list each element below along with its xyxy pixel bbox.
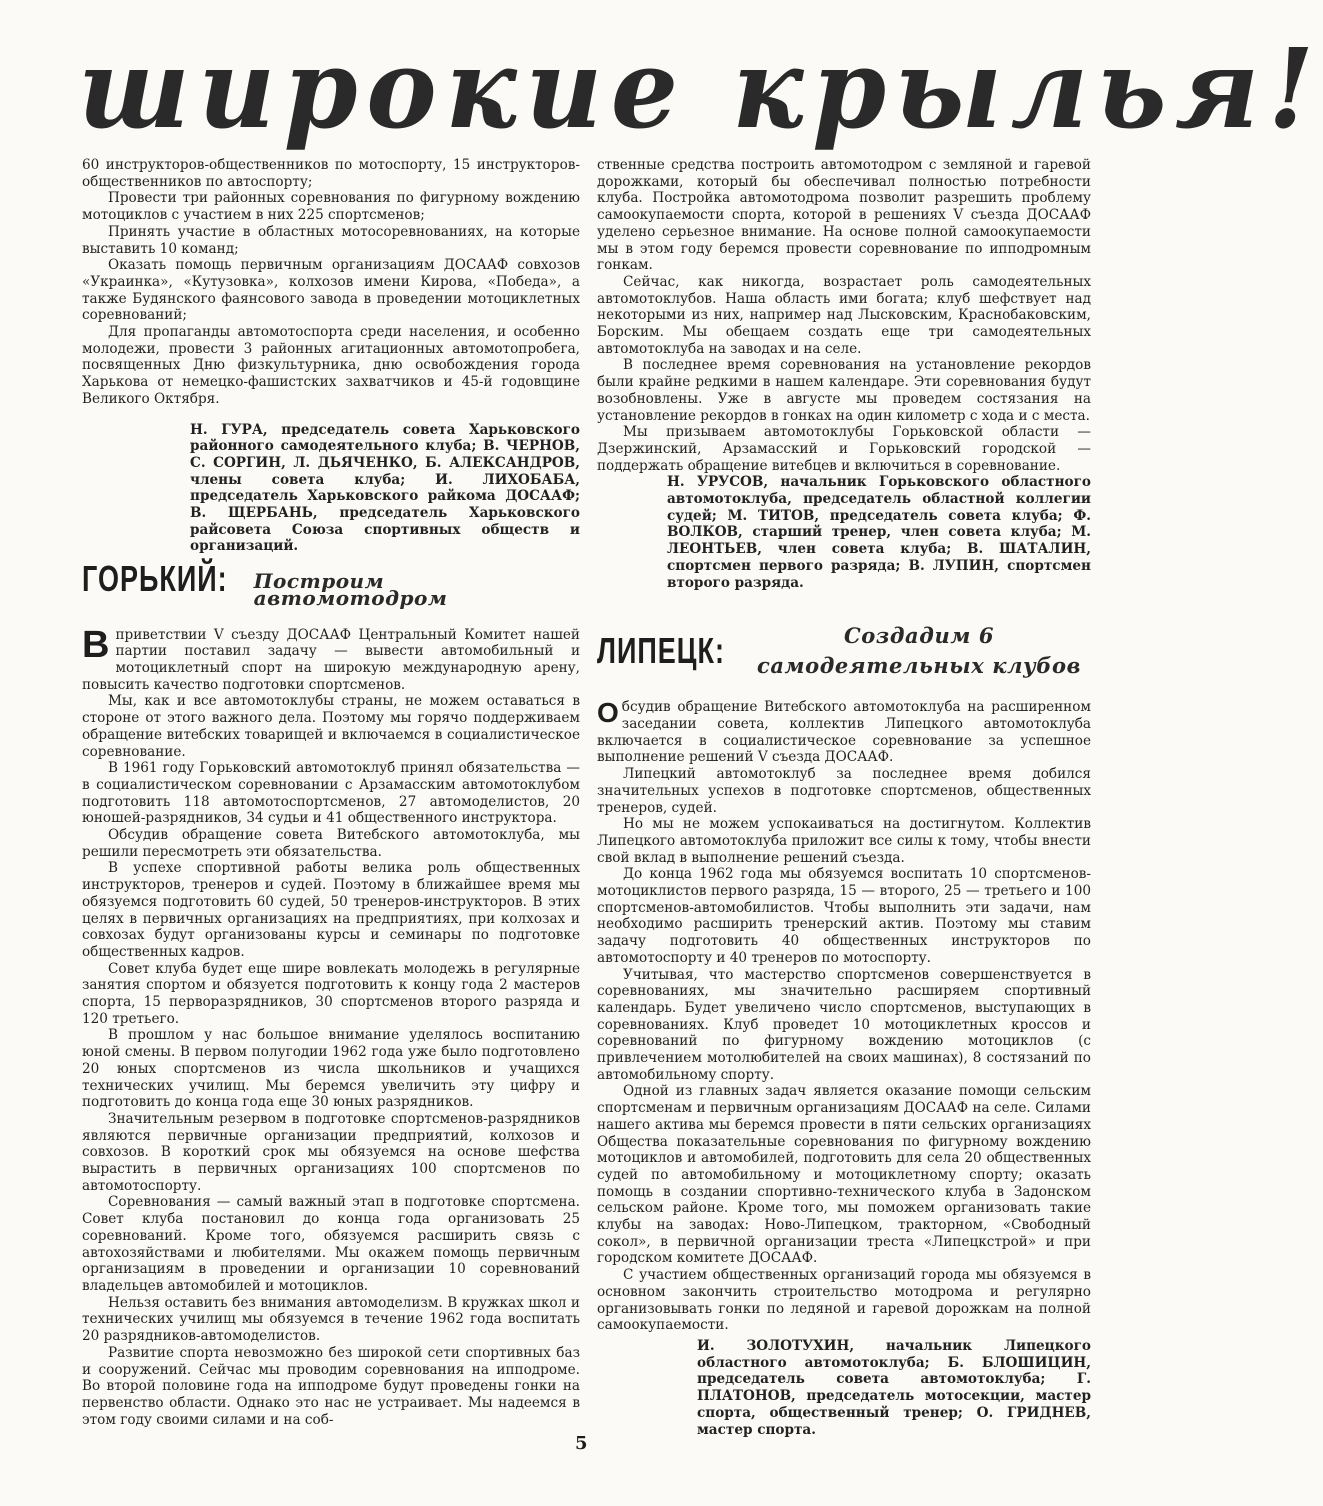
page-number: 5 (575, 1433, 588, 1454)
body-paragraph: Оказать помощь первичным организациям ДОСААФ совхозов «Украинка», «Кутузовка», колхозов имени Кирова, «Победа», а также Будянского фаянсового завода в проведении мотоциклетных соревнований; (82, 257, 580, 324)
gorky-section-header (82, 558, 580, 610)
body-paragraph: Нельзя оставить без внимания автомоделизм. В кружках школ и технических училищ мы обязуемся в течение 1962 года воспитать 20 разрядников-автомоделистов. (82, 1294, 580, 1345)
gorky-lead-paragraph (82, 623, 580, 694)
section-subtitle-lipetsk: Создадим 6 самодеятельных клубов (756, 623, 1082, 679)
page-headline: широкие крылья! (78, 24, 1323, 153)
body-paragraph: Для пропаганды автомотоспорта среди населения, и особенно молодежи, провести 3 районных агитационных автомотопробега, посвященных Дню физкультурника, дню освобождения города Харькова от немецко-фашистских захватчиков и 45-й годовщине Великого Октября. (82, 324, 580, 407)
body-paragraph: Мы, как и все автомотоклубы страны, не можем оставаться в стороне от этого важного дела. Поэтому мы горячо поддерживаем обращение витебских товарищей и включаемся в социалистическое соревнование. (82, 693, 580, 760)
body-paragraph: Принять участие в областных мотосоревнованиях, на которые выставить 10 команд; (82, 223, 580, 257)
body-paragraph: Мы призываем автомотоклубы Горьковской области — Дзержинский, Арзамасский и Горьковский городской — поддержать обращение витебцев и включиться в соревнование. (597, 424, 1091, 474)
lipetsk-lead-paragraph (597, 699, 1091, 766)
lead-text: бсудив обращение Витебского автомотоклуба на расширенном заседании совета, коллектив Липецкого автомотоклуба включается в социалистическое соревнование за успешное выполнение решений V съезда ДОСААФ. (597, 699, 1091, 766)
body-paragraph: Одной из главных задач является оказание помощи сельским спортсменам и первичным организациям ДОСААФ на селе. Силами нашего актива мы беремся провести в пяти сельских организациях Общества показательные соревнования по фигурному вождению мотоциклов и автомобилей, подготовить для села 20 общественных судей по автомобильному и мотоциклетному спорту; оказать помощь в создании спортивно-технического клуба в Задонском сельском районе. Кроме того, мы поможем организовать такие клубы на заводах: Ново-Липецком, тракторном, «Свободный сокол», в первичной организации треста «Липецкстрой» и при городском комитете ДОСААФ. (597, 1083, 1091, 1267)
gorky-signature: Н. УРУСОВ, начальник Горьковского областного автомотоклуба, председатель областной коллегии судей; М. ТИТОВ, председатель совета клуба; Ф. ВОЛКОВ, старший тренер, член совета клуба; М. ЛЕОНТЬЕВ, член совета клуба; В. ШАТАЛИН, спортсмен первого разряда; В. ЛУПИН, спортсмен второго разряда. (667, 474, 1091, 591)
left-column (82, 157, 580, 1428)
body-paragraph: Сейчас, как никогда, возрастает роль самодеятельных автомотоклубов. Наша область ими богата; клуб шефствует над некоторыми из них, например над Лысковским, Краснобаковским, Борским. Мы обещаем создать еще три самодеятельных автомотоклуба на заводах и на селе. (597, 273, 1091, 357)
body-paragraph: Соревнования — самый важный этап в подготовке спортсмена. Совет клуба постановил до конца года организовать 25 соревнований. Кроме того, обязуемся расширить связь с автохозяйствами и любителями. Мы окажем помощь первичным организациям в проведении и организации 10 соревнований владельцев автомобилей и мотоциклов. (82, 1194, 580, 1294)
section-subtitle-gorky: Построим автомотодром (253, 569, 448, 610)
body-paragraph: ственные средства построить автомотодром с земляной и гаревой дорожками, который бы обеспечивал полностью потребности клуба. Постройка автомотодрома позволит разрешить проблему самоокупаемости спорта, которой в решениях V съезда ДОСААФ уделено серьезное внимание. На основе полной самоокупаемости мы в этом году беремся провести соревнование по ипподромным гонкам. (597, 157, 1091, 274)
body-paragraph: Совет клуба будет еще шире вовлекать молодежь в регулярные занятия спортом и обязуется подготовить к концу года 2 мастеров спорта, 15 перворазрядников, 30 спортсменов второго разряда и 120 третьего. (82, 960, 580, 1027)
drop-cap: О (597, 697, 619, 729)
body-paragraph: Значительным резервом в подготовке спортсменов-разрядников являются первичные организации предприятий, колхозов и совхозов. В короткий срок мы обязуемся на основе шефства вырастить в первичных организациях 100 спортсменов по автомотоспорту. (82, 1110, 580, 1194)
body-paragraph: Развитие спорта невозможно без широкой сети спортивных баз и сооружений. Сейчас мы проводим соревнования на ипподроме. Во второй половине года на ипподроме будут проведены гонки на первенство области. Однако это нас не устраивает. Мы надеемся в этом году своими силами и на соб- (82, 1344, 580, 1428)
body-paragraph: Провести три районных соревнования по фигурному вождению мотоциклов с участием в них 225 спортсменов; (82, 190, 580, 224)
body-paragraph: Но мы не можем успокаиваться на достигнутом. Коллектив Липецкого автомотоклуба приложит все силы к тому, чтобы внести свой вклад в выполнение решений съезда. (597, 816, 1091, 866)
lipetsk-section-header (597, 621, 1091, 681)
body-paragraph: В последнее время соревнования на установление рекордов были крайне редкими в нашем календаре. Эти соревнования будут возобновлены. Уже в августе мы проведем состязания на установление рекордов в гонках на один километр с хода и с места. (597, 357, 1091, 424)
body-paragraph: В успехе спортивной работы велика роль общественных инструкторов, тренеров и судей. Поэтому в ближайшее время мы обязуемся подготовить 60 судей, 50 тренеров-инструкторов. В этих целях в первичных организациях на предприятиях, при колхозах и совхозах будут организованы курсы и семинары по подготовке общественных кадров. (82, 860, 580, 960)
body-paragraph: До конца 1962 года мы обязуемся воспитать 10 спортсменов-мотоциклистов первого разряда, 15 — второго, 25 — третьего и 100 спортсменов-автомобилистов. Чтобы выполнить эти задачи, нам необходимо расширить тренерский актив. Поэтому мы ставим задачу подготовить 40 общественных инструкторов по автомотоспорту и 40 тренеров по мотоспорту. (597, 866, 1091, 966)
body-paragraph: С участием общественных организаций города мы обязуемся в основном закончить строительство мотодрома и регулярно организовывать гонки по ледяной и гаревой дорожкам на полной самоокупаемости. (597, 1267, 1091, 1334)
drop-cap: В (82, 623, 110, 666)
body-paragraph: 60 инструкторов-общественников по мотоспорту, 15 инструкторов-общественников по автоспорту; (82, 157, 580, 190)
body-paragraph: Учитывая, что мастерство спортсменов совершенствуется в соревнованиях, мы значительно расширяем спортивный календарь. Будет увеличено число спортсменов, выступающих в соревнованиях. Клуб проведет 10 мотоциклетных кроссов и соревнований по фигурному вождению мотоциклов (с привлечением мотолюбителей на своих машинах), 8 состязаний по автомобильному спорту. (597, 966, 1091, 1083)
lead-text: приветствии V съезду ДОСААФ Центральный Комитет нашей партии поставил задачу — вывести автомобильный и мотоциклетный спорт на широкую международную арену, повысить качество подготовки спортсменов. (82, 626, 580, 693)
body-paragraph: В 1961 году Горьковский автомотоклуб принял обязательства — в социалистическом соревновании с Арзамасским автомотоклубом подготовить 118 автомотоспортсменов, 27 автомоделистов, 20 юношей-разрядников, 34 судьи и 41 общественного инструктора. (82, 760, 580, 827)
right-column (597, 157, 1091, 1438)
lipetsk-signature: И. ЗОЛОТУХИН, начальник Липецкого областного автомотоклуба; Б. БЛОШИЦИН, председатель совета автомотоклуба; Г. ПЛАТОНОВ, председатель мотосекции, мастер спорта, общественный тренер; О. ГРИДНЕВ, мастер спорта. (697, 1338, 1091, 1438)
body-paragraph: Липецкий автомотоклуб за последнее время добился значительных успехов в подготовке спортсменов, общественных тренеров, судей. (597, 766, 1091, 816)
section-city-gorky: ГОРЬКИЙ: (82, 558, 228, 600)
body-paragraph: Обсудив обращение совета Витебского автомотоклуба, мы решили пересмотреть эти обязательства. (82, 827, 580, 860)
section-city-lipetsk: ЛИПЕЦК: (597, 630, 725, 672)
body-paragraph: В прошлом у нас большое внимание уделялось воспитанию юной смены. В первом полугодии 1962 года уже было подготовлено 20 юных спортсменов из числа школьников и учащихся технических училищ. Мы беремся увеличить эту цифру и подготовить до конца года еще 30 юных разрядников. (82, 1027, 580, 1111)
kharkov-signature: Н. ГУРА, председатель совета Харьковского районного самодеятельного клуба; В. ЧЕРНОВ, С. СОРГИН, Л. ДЬЯЧЕНКО, Б. АЛЕКСАНДРОВ, члены совета клуба; И. ЛИХОБАБА, председатель Харьковского райкома ДОСААФ; В. ЩЕРБАНЬ, председатель Харьковского райсовета Союза спортивных обществ и организаций. (190, 421, 580, 555)
